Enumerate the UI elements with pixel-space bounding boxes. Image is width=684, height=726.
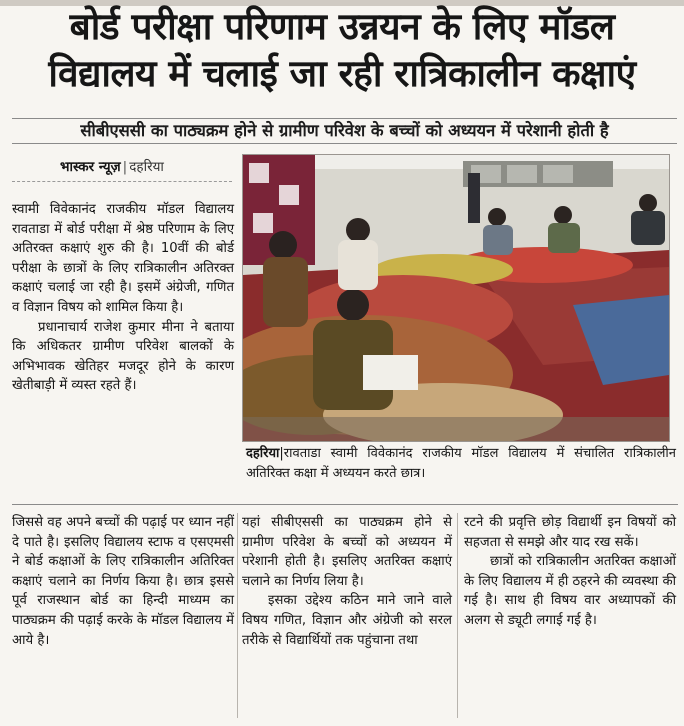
article-paragraph: रटने की प्रवृत्ति छोड़ विद्यार्थी इन विषयों को सहजता से समझे और याद रख सकें। <box>464 515 676 550</box>
classroom-photo-icon <box>243 155 669 441</box>
article-paragraph: यहां सीबीएससी का पाठ्यक्रम होने से ग्रामीण परिवेश के बच्चों को अध्ययन में परेशानी होती है। इसलिए अतरिक्त कक्षाएं चलाने का निर्णय लिया है। <box>242 515 452 589</box>
article-column-2 <box>242 513 452 650</box>
column-divider <box>237 513 238 718</box>
byline-rule <box>12 181 232 182</box>
article-column-3 <box>464 513 676 631</box>
byline-place: दहरिया <box>129 159 164 175</box>
column-divider <box>457 513 458 718</box>
caption-text: रावताडा स्वामी विवेकानंद राजकीय मॉडल विद्यालय में संचालित रात्रिकालीन अतिरिक्त कक्षा में अध्ययन करते छात्र। <box>246 446 676 481</box>
photo-notebook <box>363 355 418 390</box>
subheadline: सीबीएससी का पाठ्यक्रम होने से ग्रामीण परिवेश के बच्चों को अध्ययन में परेशानी होती है <box>12 118 677 144</box>
byline-separator: | <box>122 159 128 175</box>
article-paragraph: जिससे वह अपने बच्चों की पढ़ाई पर ध्यान नहीं दे पाते है। इसलिए विद्यालय स्टाफ व एसएमसी ने बोर्ड कक्षाओं के लिए रात्रिकालीन अतिरिक्त कक्षाएं चलाने का निर्णय किया है। छात्र इससे पूर्व राजस्थान बोर्ड का हिन्दी माध्यम का पाठ्यक्रम की पढ़ाई करके के मॉडल विद्यालय में आये है। <box>12 515 234 648</box>
classroom-photo <box>242 154 670 442</box>
photo-caption <box>246 444 676 484</box>
article-paragraph: इसका उद्देश्य कठिन माने जाने वाले विषय गणित, विज्ञान और अंग्रेजी को सरल तरीके से विद्यार्थियों तक पहुंचाना तथा <box>242 593 452 648</box>
article-column-1 <box>12 200 234 396</box>
article-column-1-continued <box>12 513 234 650</box>
article-paragraph: छात्रों को रात्रिकालीन अतरिक्त कक्षाओं के लिए विद्यालय में ही ठहरने की व्यवस्था की गई है। साथ ही विषय वार अध्यापकों की अलग से ड्यूटी लगाई गई है। <box>464 554 676 628</box>
section-divider <box>12 504 678 505</box>
headline-line-1: बोर्ड परीक्षा परिणाम उन्नयन के लिए मॉडल <box>69 5 615 48</box>
photo-hanging-bag <box>468 173 480 223</box>
byline <box>60 156 164 178</box>
photo-student-head <box>337 289 369 321</box>
article-paragraph: स्वामी विवेकानंद राजकीय मॉडल विद्यालय रावताडा में बोर्ड परीक्षा में श्रेष्ठ परिणाम के लिए अतिरक्त कक्षाएं शुरु की है। 10वीं की बोर्ड परीक्षा के छात्रों के लिए रात्रिकालीन अतिरक्त कक्षाएं चलाई जा रही है। इसमें अंग्रेजी, गणित व विज्ञान विषय को शामिल किया है। <box>12 202 234 315</box>
caption-separator: | <box>279 446 284 461</box>
caption-place: दहरिया <box>246 446 280 461</box>
photo-student-head <box>269 231 297 259</box>
byline-agency: भास्कर न्यूज़ <box>60 159 121 175</box>
headline-line-2: विद्यालय में चलाई जा रही रात्रिकालीन कक्षाएं <box>48 52 636 95</box>
article-paragraph: प्रधानाचार्य राजेश कुमार मीना ने बताया कि अधिकतर ग्रामीण परिवेश बालकों के अभिभावक खेतिहर मजदूर होने के कारण खेतीबाड़ी में व्यस्त रहते हैं। <box>12 319 234 394</box>
